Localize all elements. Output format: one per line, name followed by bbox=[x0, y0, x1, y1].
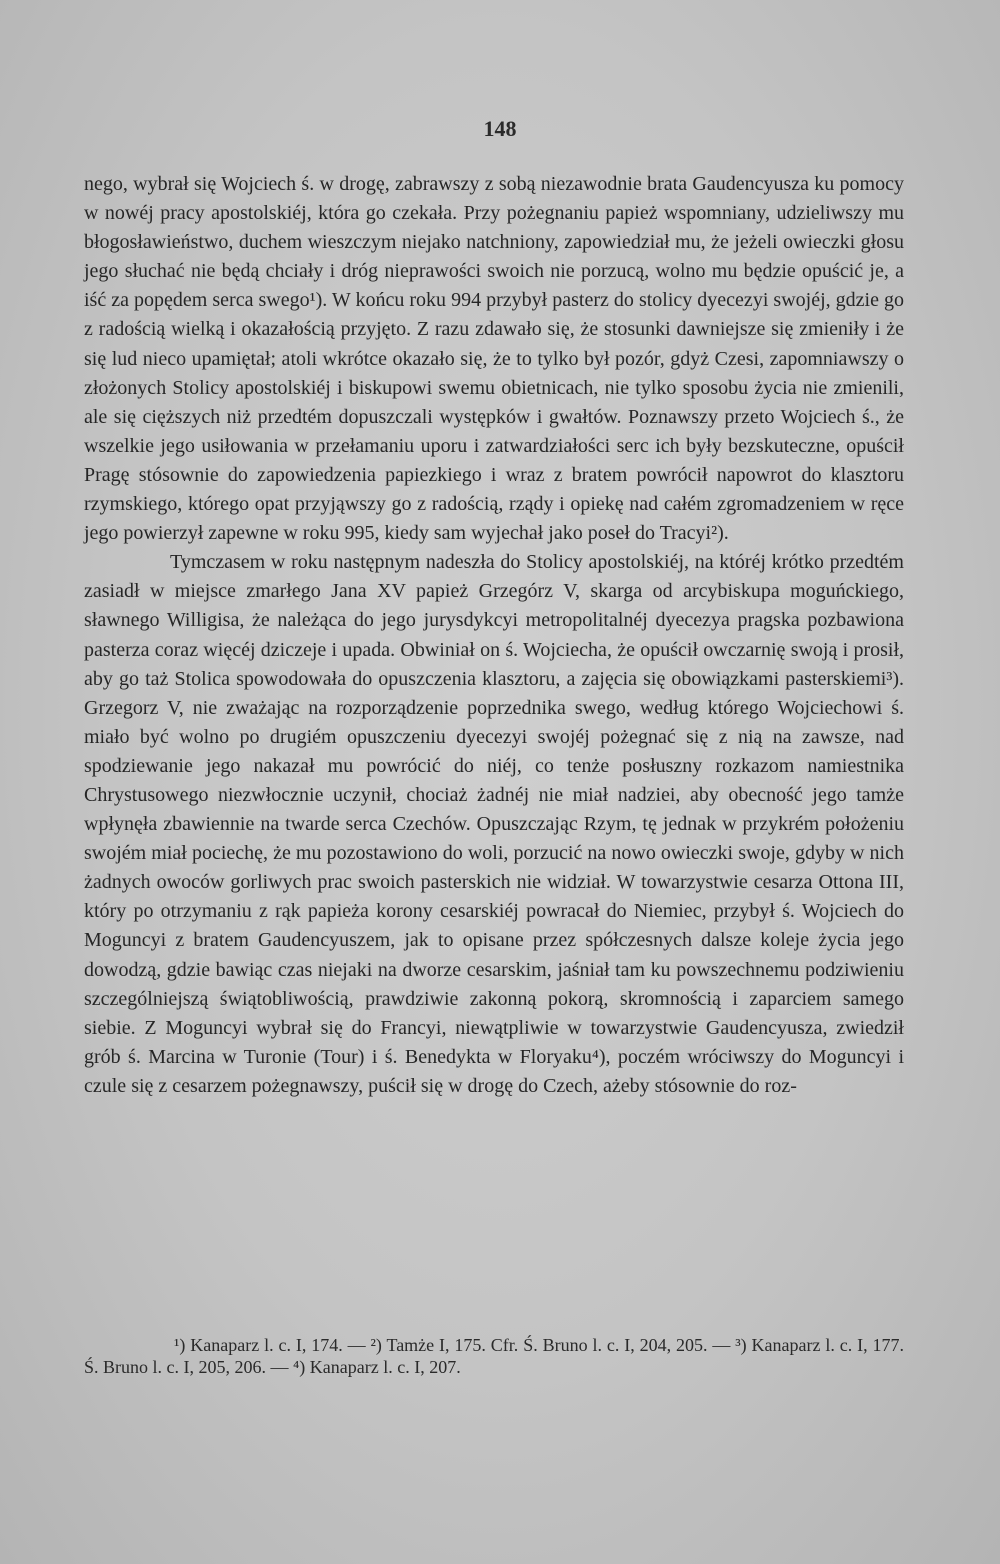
footnote-text: ¹) Kanaparz l. c. I, 174. — ²) Tamże I, 175. Cfr. Ś. Bruno l. c. I, 204, 205. — ³) Kanaparz l. c. I, 177. Ś. Bruno l. c. I, 205, 206. — ⁴) Kanaparz l. c. I, 207. bbox=[84, 1335, 904, 1377]
paragraph-2: Tymczasem w roku następnym nadeszła do Stolicy apostolskiéj, na któréj krótko przedtém zasiadł w miejsce zmarłego Jana XV papież Grzegórz V, skarga od arcybiskupa moguńckiego, sławnego Willigisa, że należąca do jego jurysdykcyi metropolitalnéj dyecezya pragska pozbawiona pasterza coraz więcéj dziczeje i upada. Obwiniał on ś. Wojciecha, że opuścił owczarnię swoją i prosił, aby go taż Stolica spowodowała do opuszczenia klasztoru, a zajęcia się obowiązkami pasterskiemi³). Grzegorz V, nie zważając na rozporządzenie poprzednika swego, według którego Wojciechowi ś. miało być wolno po drugiém opuszczeniu dyecezyi swojéj pożegnać się z nią na zawsze, nad spodziewanie jego nakazał mu powrócić do niéj, co tenże posłuszny rozkazom namiestnika Chrystusowego niezwłocznie uczynił, chociaż żadnéj nie miał nadziei, aby obecność jego tamże wpłynęła zbawiennie na twarde serca Czechów. Opuszczając Rzym, tę jednak w przykrém położeniu swojém miał pociechę, że mu pozostawiono do woli, porzucić na nowo owieczki swoje, gdyby w nich żadnych owoców gorliwych prac swoich pasterskich nie widział. W towarzystwie cesarza Ottona III, który po otrzymaniu z rąk papieża korony cesarskiéj powracał do Niemiec, przybył ś. Wojciech do Moguncyi z bratem Gaudencyuszem, jak to opisane przez spółczesnych dalsze koleje życia jego dowodzą, gdzie bawiąc czas niejaki na dworze cesarskim, jaśniał tam ku powszechnemu podziwieniu szczególniejszą świątobliwością, prawdziwie zakonną pokorą, skromnością i zaparciem samego siebie. Z Moguncyi wybrał się do Francyi, niewątpliwie w towarzystwie Gaudencyusza, zwiedził grób ś. Marcina w Turonie (Tour) i ś. Benedykta w Floryaku⁴), poczém wróciwszy do Moguncyi i czule się z cesarzem pożegnawszy, puścił się w drogę do Czech, ażeby stósownie do roz- bbox=[84, 551, 904, 1097]
page-number: 148 bbox=[483, 116, 517, 141]
paragraph-1: nego, wybrał się Wojciech ś. w drogę, zabrawszy z sobą niezawodnie brata Gaudencyusza ku pomocy w nowéj pracy apostolskiéj, która go czekała. Przy pożegnaniu papież wspomniany, udzieliwszy mu błogosławieństwo, duchem wieszczym niejako natchniony, zapowiedział mu, że jeżeli owieczki głosu jego słuchać nie będą chciały i dróg nieprawości swoich nie porzucą, wolno mu będzie opuścić je, a iść za popędem serca swego¹). W końcu roku 994 przybył pasterz do stolicy dyecezyi swojéj, gdzie go z radością wielką i okazałością przyjęto. Z razu zdawało się, że stosunki dawniejsze się zmieniły i że się lud nieco upamiętał; atoli wkrótce okazało się, że to tylko był pozór, gdyż Czesi, zapomniawszy o złożonych Stolicy apostolskiéj i biskupowi swemu obietnicach, nie tylko sposobu życia nie zmienili, ale się cięższych niż przedtém dopuszczali występków i gwałtów. Poznawszy przeto Wojciech ś., że wszelkie jego usiłowania w przełamaniu uporu i zatwardziałości serc ich były bezskuteczne, opuścił Pragę stósownie do zapowiedzenia papiezkiego i wraz z bratem powrócił napowrot do klasztoru rzymskiego, którego opat przyjąwszy go z radością, rządy i opiekę nad całém zgromadzeniem w ręce jego powierzył zapewne w roku 995, kiedy sam wyjechał jako poseł do Tracyi²). bbox=[84, 173, 904, 545]
footnotes bbox=[84, 1334, 904, 1378]
main-text bbox=[84, 170, 904, 1101]
